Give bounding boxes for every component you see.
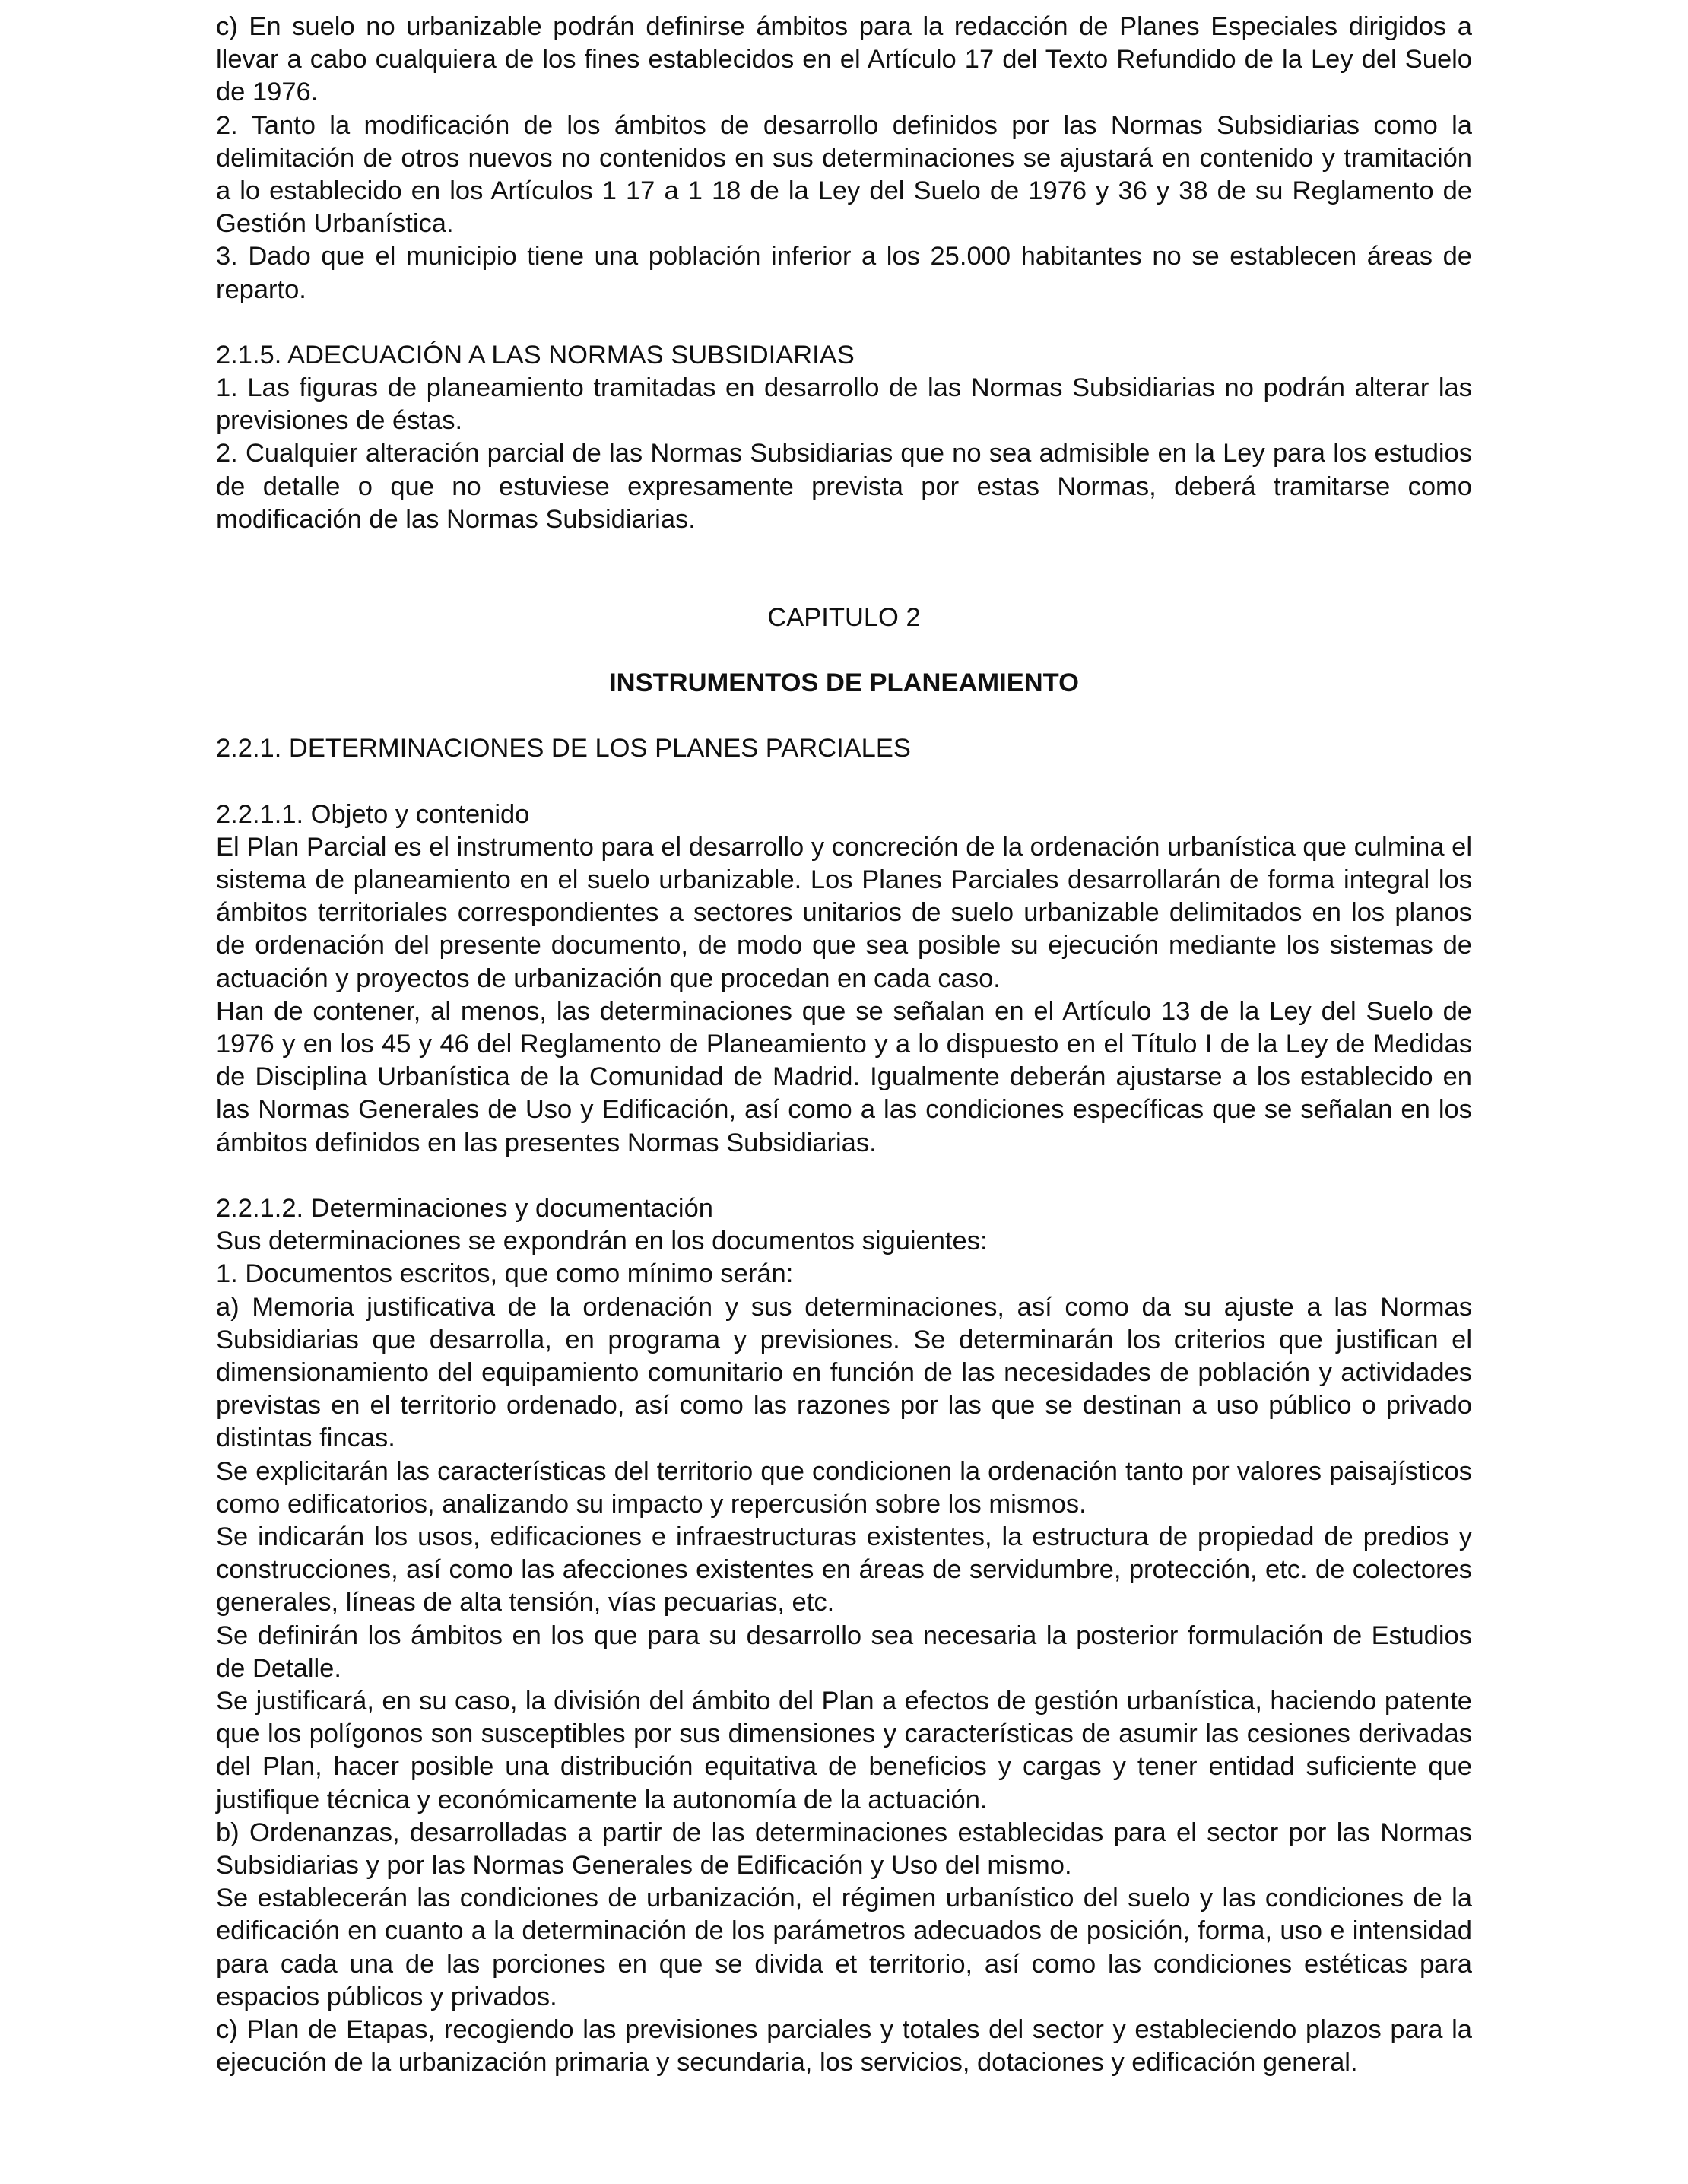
paragraph-2212-7: Se justificará, en su caso, la división del ámbito del Plan a efectos de gestión urbanística, haciendo patente que los polígonos son susceptibles por sus dimensiones y características de asumir las cesiones derivadas del Plan, hacer posible una distribución equitativa de beneficios y cargas y tener entidad suficiente que justifique técnica y económicamente la autonomía de la actuación. — [216, 1686, 1472, 1814]
section-heading-2-2-1-2: 2.2.1.2. Determinaciones y documentación — [216, 1193, 713, 1223]
paragraph-2211-2: Han de contener, al menos, las determinaciones que se señalan en el Artículo 13 de la Ley del Suelo de 1976 y en los 45 y 46 del Reglamento de Planeamiento y a lo dispuesto en el Título I de la Ley de Medidas de Disciplina Urbanística de la Comunidad de Madrid. Igualmente deberán ajustarse a los establecido en las Normas Generales de Uso y Edificación, así como a las condiciones específicas que se señalan en los ámbitos definidos en las presentes Normas Subsidiarias. — [216, 996, 1472, 1157]
spacer — [216, 306, 1472, 339]
section-heading-2-1-5: 2.1.5. ADECUACIÓN A LAS NORMAS SUBSIDIARIAS — [216, 340, 855, 370]
paragraph-2212-1: Sus determinaciones se expondrán en los documentos siguientes: — [216, 1227, 988, 1256]
paragraph-2212-10: c) Plan de Etapas, recogiendo las previsiones parciales y totales del sector y estableciendo plazos para la ejecución de la urbanización primaria y secundaria, los servicios, dotaciones y edificación general. — [216, 2014, 1472, 2078]
paragraph-2212-6: Se definirán los ámbitos en los que para su desarrollo sea necesaria la posterior formulación de Estudios de Detalle. — [216, 1621, 1472, 1683]
spacer — [216, 634, 1472, 667]
spacer — [216, 1160, 1472, 1192]
paragraph-2212-9: Se establecerán las condiciones de urbanización, el régimen urbanístico del suelo y las condiciones de la edificación en cuanto a la determinación de los parámetros adecuados de posición, forma, uso e intensidad para cada una de las porciones en que se divida et territorio, así como las condiciones estéticas para espacios públicos y privados. — [216, 1884, 1472, 2011]
paragraph-top-c: c) En suelo no urbanizable podrán definirse ámbitos para la redacción de Planes Especiales dirigidos a llevar a cabo cualquiera de los fines establecidos en el Artículo 17 del Texto Refundido de la Ley del Suelo de 1976. — [216, 12, 1472, 107]
section-heading-2-2-1-1: 2.2.1.1. Objeto y contenido — [216, 799, 530, 829]
spacer — [216, 536, 1472, 602]
paragraph-top-3: 3. Dado que el municipio tiene una población inferior a los 25.000 habitantes no se establecen áreas de reparto. — [216, 242, 1472, 304]
paragraph-2211-1: El Plan Parcial es el instrumento para el desarrollo y concreción de la ordenación urbanística que culmina el sistema de planeamiento en el suelo urbanizable. Los Planes Parciales desarrollarán de forma integral los ámbitos territoriales correspondientes a sectores unitarios de suelo urbanizable delimitados en los planos de ordenación del presente documento, de modo que sea posible su ejecución mediante los sistemas de actuación y proyectos de urbanización que procedan en cada caso. — [216, 832, 1472, 993]
paragraph-215-2: 2. Cualquier alteración parcial de las Normas Subsidiarias que no sea admisible en la Ley para los estudios de detalle o que no estuviese expresamente prevista por estas Normas, deberá tramitarse como modificación de las Normas Subsidiarias. — [216, 439, 1472, 534]
paragraph-2212-4: Se explicitarán las características del territorio que condicionen la ordenación tanto por valores paisajísticos como edificatorios, analizando su impacto y repercusión sobre los mismos. — [216, 1456, 1472, 1519]
document-page — [216, 11, 1472, 2079]
paragraph-2212-5: Se indicarán los usos, edificaciones e infraestructuras existentes, la estructura de propiedad de predios y construcciones, así como las afecciones existentes en áreas de servidumbre, protección, etc. de colectores generales, líneas de alta tensión, vías pecuarias, etc. — [216, 1522, 1472, 1617]
spacer — [216, 766, 1472, 798]
chapter-label: CAPITULO 2 — [767, 603, 921, 633]
paragraph-top-2: 2. Tanto la modificación de los ámbitos de desarrollo definidos por las Normas Subsidiarias como la delimitación de otros nuevos no contenidos en sus determinaciones se ajustará en contenido y tramitación a lo establecido en los Artículos 1 17 a 1 18 de la Ley del Suelo de 1976 y 36 y 38 de su Reglamento de Gestión Urbanística. — [216, 110, 1472, 239]
chapter-title: INSTRUMENTOS DE PLANEAMIENTO — [609, 668, 1079, 698]
spacer — [216, 700, 1472, 732]
paragraph-2212-3: a) Memoria justificativa de la ordenación y sus determinaciones, así como da su ajuste a las Normas Subsidiarias que desarrolla, en programa y previsiones. Se determinarán los criterios que justifican el dimensionamiento del equipamiento comunitario en función de las necesidades de población y actividades previstas en el territorio ordenado, así como las razones por las que se destinan a uso público o privado distintas fincas. — [216, 1292, 1472, 1453]
paragraph-2212-8: b) Ordenanzas, desarrolladas a partir de las determinaciones establecidas para el sector por las Normas Subsidiarias y por las Normas Generales de Edificación y Uso del mismo. — [216, 1817, 1472, 1880]
paragraph-215-1: 1. Las figuras de planeamiento tramitadas en desarrollo de las Normas Subsidiarias no podrán alterar las previsiones de éstas. — [216, 373, 1472, 436]
paragraph-2212-2: 1. Documentos escritos, que como mínimo serán: — [216, 1259, 794, 1289]
section-heading-2-2-1: 2.2.1. DETERMINACIONES DE LOS PLANES PARCIALES — [216, 734, 911, 763]
